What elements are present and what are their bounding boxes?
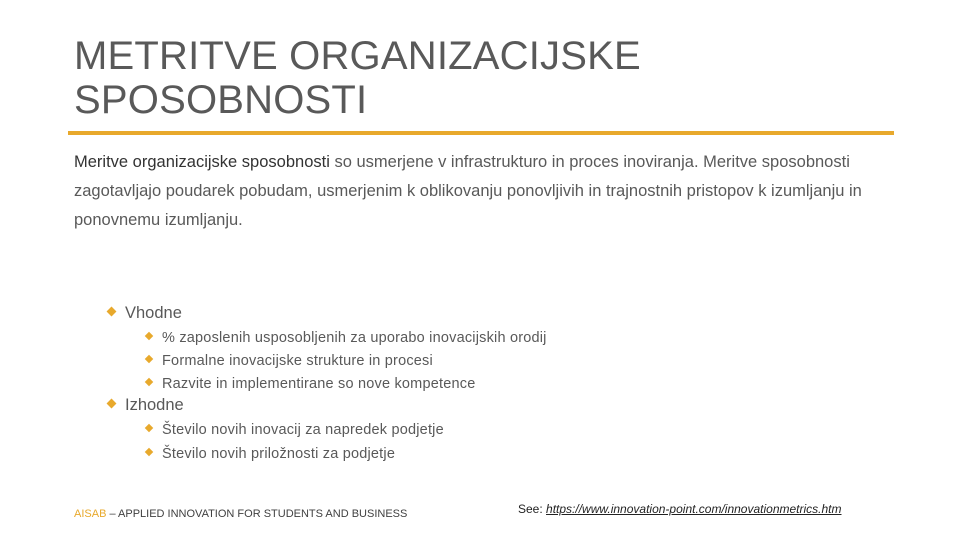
sub-bullet [146,446,395,462]
diamond-bullet-icon [145,355,153,363]
footer-caption [74,508,407,520]
title-divider [68,131,894,135]
sub-bullet [146,330,547,346]
sub-bullet-text: % zaposlenih usposobljenih za uporabo inovacijskih orodij [162,330,547,346]
sub-bullet-text: Število novih priložnosti za podjetje [162,446,396,462]
sub-bullet-text: Razvite in implementirane so nove kompetence [162,376,476,392]
bullet-label: Izhodne [125,396,184,414]
bullet-izhodne [108,396,184,415]
sub-bullet [146,376,475,392]
diamond-bullet-icon [107,307,117,317]
sub-bullet-text: Formalne inovacijske strukture in procesi [162,353,433,369]
source-link[interactable]: https://www.innovation-point.com/innovationmetrics.htm [546,502,842,516]
sub-bullet [146,422,444,438]
source-reference [518,502,842,516]
sub-bullet [146,353,433,369]
diamond-bullet-icon [145,424,153,432]
slide-title [74,34,894,122]
sub-bullet-text: Število novih inovacij za napredek podjetje [162,422,444,438]
footer-text: – APPLIED INNOVATION FOR STUDENTS AND BUSINESS [106,508,408,520]
title-line-2: SPOSOBNOSTI [74,78,368,122]
intro-text: so usmerjene v infrastrukturo in proces inoviranja. Meritve sposobnosti zagotavljajo poudarek pobudam, usmerjenim k oblikovanju ponovljivih in trajnostnih pristopov k izumljanju in ponovnemu izumljanju. [74,153,862,229]
diamond-bullet-icon [145,332,153,340]
bullet-label: Vhodne [125,304,182,322]
footer-brand: AISAB [74,508,107,520]
title-line-1: METRITVE ORGANIZACIJSKE [74,34,641,78]
bullet-vhodne [108,304,182,323]
intro-paragraph [74,148,874,235]
intro-lead: Meritve organizacijske sposobnosti [74,153,330,171]
diamond-bullet-icon [145,448,153,456]
see-label: See: [518,502,547,516]
diamond-bullet-icon [145,378,153,386]
diamond-bullet-icon [107,399,117,409]
